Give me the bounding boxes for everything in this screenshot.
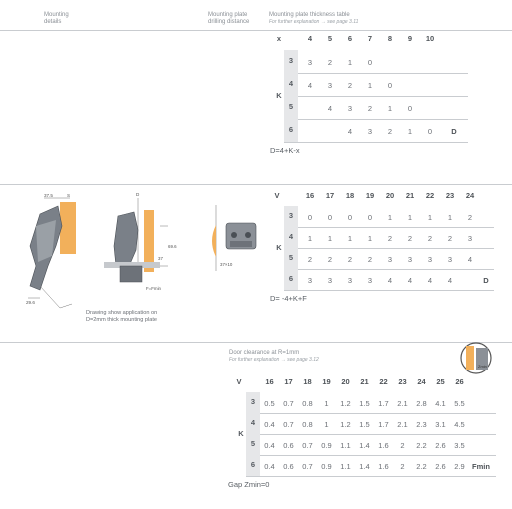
door-clearance-table bbox=[228, 374, 496, 489]
divider bbox=[0, 342, 512, 343]
table-cell: 3 bbox=[407, 254, 413, 264]
door-panel bbox=[60, 202, 76, 254]
table-cell: 2.6 bbox=[435, 461, 446, 471]
column-header: 19 bbox=[365, 191, 375, 200]
table-cell: 1.6 bbox=[378, 461, 389, 471]
table-cell: 1 bbox=[367, 80, 373, 90]
table-cell: 2.6 bbox=[435, 440, 446, 450]
table-cell: 1 bbox=[427, 212, 433, 222]
svg-text:37×10: 37×10 bbox=[220, 262, 233, 267]
drilling-distance-table bbox=[270, 188, 500, 303]
column-header: 20 bbox=[341, 377, 350, 386]
thickness-table-title: Mounting plate thickness table For further explanation → see page 3.11 bbox=[269, 12, 359, 25]
row-divider bbox=[298, 269, 494, 270]
column-header: 22 bbox=[425, 191, 435, 200]
table-cell: 0 bbox=[327, 212, 333, 222]
drawing-caption: Drawing show application on D=2mm thick mounting plate bbox=[86, 310, 158, 323]
row-divider bbox=[260, 413, 496, 414]
table-cell: 0.7 bbox=[302, 440, 313, 450]
column-header: 18 bbox=[345, 191, 355, 200]
table-cell: 0.6 bbox=[283, 461, 294, 471]
table-cell: 0 bbox=[367, 57, 373, 67]
mounting-plate-drawing bbox=[204, 205, 266, 275]
row-k-value: 6 bbox=[250, 459, 256, 469]
table-cell: 1.5 bbox=[359, 398, 370, 408]
table-cell: 1 bbox=[447, 212, 453, 222]
table-cell: 1 bbox=[387, 103, 393, 113]
column-header: 10 bbox=[425, 34, 435, 43]
column-header: 23 bbox=[398, 377, 407, 386]
table-cell: 1.4 bbox=[359, 461, 370, 471]
table-bottom-line bbox=[284, 142, 468, 143]
table-cell: 2 bbox=[347, 80, 353, 90]
table-cell: 4 bbox=[387, 275, 393, 285]
table-cell: 2 bbox=[400, 440, 405, 450]
table-cell: 2 bbox=[400, 461, 405, 471]
table-cell: 2 bbox=[327, 57, 333, 67]
table-cell: 4 bbox=[427, 275, 433, 285]
svg-text:37.5: 37.5 bbox=[44, 193, 53, 198]
formula: D=4+K-x bbox=[270, 146, 300, 155]
column-header: 17 bbox=[284, 377, 293, 386]
table-cell: 0 bbox=[387, 80, 393, 90]
column-header: 24 bbox=[465, 191, 475, 200]
header-label: V bbox=[236, 377, 242, 386]
k-letter: K bbox=[238, 429, 244, 438]
table-cell: 2.2 bbox=[416, 440, 427, 450]
table-cell: 4 bbox=[447, 275, 453, 285]
column-header: 16 bbox=[265, 377, 274, 386]
mounting-plate-thickness-table bbox=[270, 32, 460, 155]
table-cell: 1 bbox=[324, 398, 329, 408]
column-header: 17 bbox=[325, 191, 335, 200]
row-divider bbox=[298, 73, 468, 74]
table-cell: 2 bbox=[367, 103, 373, 113]
table-cell: 3 bbox=[447, 254, 453, 264]
table-cell: 2 bbox=[347, 254, 353, 264]
table-cell: 3 bbox=[307, 275, 313, 285]
table-cell: 3 bbox=[387, 254, 393, 264]
row-k-value: 4 bbox=[288, 231, 294, 241]
table-bottom-line bbox=[246, 476, 496, 477]
row-divider bbox=[260, 455, 496, 456]
table-cell: 2.2 bbox=[416, 461, 427, 471]
table-cell: 1 bbox=[387, 212, 393, 222]
column-header: 21 bbox=[405, 191, 415, 200]
table-cell: 0.7 bbox=[302, 461, 313, 471]
row-k-value: 3 bbox=[288, 210, 294, 220]
table-cell: 2.1 bbox=[397, 419, 408, 429]
column-header: 9 bbox=[407, 34, 413, 43]
formula: D= -4+K+F bbox=[270, 294, 307, 303]
table-cell: 4 bbox=[327, 103, 333, 113]
table-cell: 3 bbox=[327, 275, 333, 285]
header-label: x bbox=[276, 34, 282, 43]
table-cell: 1 bbox=[407, 212, 413, 222]
row-k-value: 6 bbox=[288, 124, 294, 134]
column-header: 22 bbox=[379, 377, 388, 386]
table-cell: 4.1 bbox=[435, 398, 446, 408]
header-label: V bbox=[274, 191, 280, 200]
svg-text:Zmin: Zmin bbox=[478, 364, 487, 369]
table-cell: 3 bbox=[347, 275, 353, 285]
table-cell: 0.4 bbox=[264, 419, 275, 429]
table-cell: 2 bbox=[387, 126, 393, 136]
table-cell: 1 bbox=[407, 126, 413, 136]
table-cell: 0.9 bbox=[321, 440, 332, 450]
table-cell: 1.7 bbox=[378, 398, 389, 408]
drilling-distance-title: Mounting plate drilling distance bbox=[208, 12, 250, 25]
column-header: 23 bbox=[445, 191, 455, 200]
divider bbox=[0, 30, 512, 31]
column-header: 5 bbox=[327, 34, 333, 43]
table-cell: 0.4 bbox=[264, 440, 275, 450]
table-cell: 1 bbox=[324, 419, 329, 429]
table-cell: 1 bbox=[367, 233, 373, 243]
table-cell: 4 bbox=[467, 254, 473, 264]
column-header: 24 bbox=[417, 377, 426, 386]
k-column bbox=[276, 50, 298, 142]
table-cell: 1 bbox=[327, 233, 333, 243]
column-header: 8 bbox=[387, 34, 393, 43]
row-k-value: 5 bbox=[250, 438, 256, 448]
table-cell: 0 bbox=[427, 126, 433, 136]
column-header: 25 bbox=[436, 377, 445, 386]
table-cell: 1.6 bbox=[378, 440, 389, 450]
table-bottom-line bbox=[284, 290, 494, 291]
table-cell: 4 bbox=[347, 126, 353, 136]
table-cell: 2 bbox=[447, 233, 453, 243]
table-cell: 2.8 bbox=[416, 398, 427, 408]
table-cell: 2 bbox=[367, 254, 373, 264]
table-cell: 0.8 bbox=[302, 398, 313, 408]
table-cell: 2 bbox=[307, 254, 313, 264]
row-k-value: 3 bbox=[288, 55, 294, 65]
table-cell: 0.6 bbox=[283, 440, 294, 450]
table-cell: 0 bbox=[367, 212, 373, 222]
table-cell: 1.1 bbox=[340, 440, 351, 450]
table-cell: 3 bbox=[367, 275, 373, 285]
row-tail-label: D bbox=[451, 126, 457, 136]
table-cell: 4 bbox=[407, 275, 413, 285]
row-k-value: 5 bbox=[288, 101, 294, 111]
table-cell: 0.8 bbox=[302, 419, 313, 429]
table-cell: 2 bbox=[467, 212, 473, 222]
k-letter: K bbox=[276, 91, 282, 100]
row-divider bbox=[298, 227, 494, 228]
door-clearance-icon bbox=[456, 342, 496, 376]
door-clearance-title: Door clearance at R=1mm For further explanation → see page 3.12 bbox=[229, 350, 319, 363]
column-header: 6 bbox=[347, 34, 353, 43]
table-cell: 1.1 bbox=[340, 461, 351, 471]
table-cell: 1.5 bbox=[359, 419, 370, 429]
table-cell: 2 bbox=[387, 233, 393, 243]
table-cell: 3 bbox=[367, 126, 373, 136]
column-header: 18 bbox=[303, 377, 312, 386]
divider bbox=[0, 184, 512, 185]
column-header: 16 bbox=[305, 191, 315, 200]
column-header: 20 bbox=[385, 191, 395, 200]
table-cell: 3 bbox=[467, 233, 473, 243]
row-divider bbox=[298, 96, 468, 97]
row-divider bbox=[298, 248, 494, 249]
column-header: 7 bbox=[367, 34, 373, 43]
table-cell: 3.1 bbox=[435, 419, 446, 429]
table-cell: 0.5 bbox=[264, 398, 275, 408]
row-k-value: 3 bbox=[250, 396, 256, 406]
formula: Gap Zmin=0 bbox=[228, 480, 270, 489]
svg-text:F=Fmin: F=Fmin bbox=[146, 286, 162, 291]
column-header: 19 bbox=[322, 377, 331, 386]
svg-text:S: S bbox=[67, 193, 71, 198]
mounting-details-title: Mounting details bbox=[44, 12, 69, 25]
table-cell: 3 bbox=[427, 254, 433, 264]
table-cell: 0 bbox=[347, 212, 353, 222]
table-cell: 2.9 bbox=[454, 461, 465, 471]
row-k-value: 4 bbox=[288, 78, 294, 88]
table-cell: 2.3 bbox=[416, 419, 427, 429]
svg-text:37: 37 bbox=[158, 256, 163, 261]
table-cell: 1 bbox=[347, 57, 353, 67]
table-cell: 1 bbox=[347, 233, 353, 243]
row-divider bbox=[260, 434, 496, 435]
k-letter: K bbox=[276, 243, 282, 252]
k-column bbox=[276, 206, 298, 290]
column-header: 4 bbox=[307, 34, 313, 43]
table-cell: 0.7 bbox=[283, 419, 294, 429]
svg-text:D: D bbox=[136, 192, 140, 197]
svg-text:69.6: 69.6 bbox=[168, 244, 177, 249]
table-cell: 3 bbox=[347, 103, 353, 113]
table-cell: 0 bbox=[407, 103, 413, 113]
table-cell: 1 bbox=[307, 233, 313, 243]
table-cell: 1.7 bbox=[378, 419, 389, 429]
table-cell: 2.1 bbox=[397, 398, 408, 408]
column-header: 21 bbox=[360, 377, 369, 386]
table-cell: 0.4 bbox=[264, 461, 275, 471]
table-cell: 4.5 bbox=[454, 419, 465, 429]
row-tail-label: Fmin bbox=[472, 461, 490, 471]
k-column bbox=[238, 392, 260, 476]
table-cell: 2 bbox=[407, 233, 413, 243]
table-cell: 3 bbox=[307, 57, 313, 67]
table-cell: 3.5 bbox=[454, 440, 465, 450]
table-cell: 1.4 bbox=[359, 440, 370, 450]
svg-text:29.6: 29.6 bbox=[26, 300, 35, 305]
table-cell: 2 bbox=[327, 254, 333, 264]
row-tail-label: D bbox=[483, 275, 489, 285]
table-cell: 0 bbox=[307, 212, 313, 222]
row-k-value: 6 bbox=[288, 273, 294, 283]
column-header: 26 bbox=[455, 377, 464, 386]
row-divider bbox=[298, 119, 468, 120]
table-cell: 5.5 bbox=[454, 398, 465, 408]
table-cell: 4 bbox=[307, 80, 313, 90]
table-cell: 1.2 bbox=[340, 419, 351, 429]
table-cell: 1.2 bbox=[340, 398, 351, 408]
row-k-value: 4 bbox=[250, 417, 256, 427]
table-cell: 3 bbox=[327, 80, 333, 90]
table-cell: 0.9 bbox=[321, 461, 332, 471]
row-k-value: 5 bbox=[288, 252, 294, 262]
table-cell: 0.7 bbox=[283, 398, 294, 408]
table-cell: 2 bbox=[427, 233, 433, 243]
